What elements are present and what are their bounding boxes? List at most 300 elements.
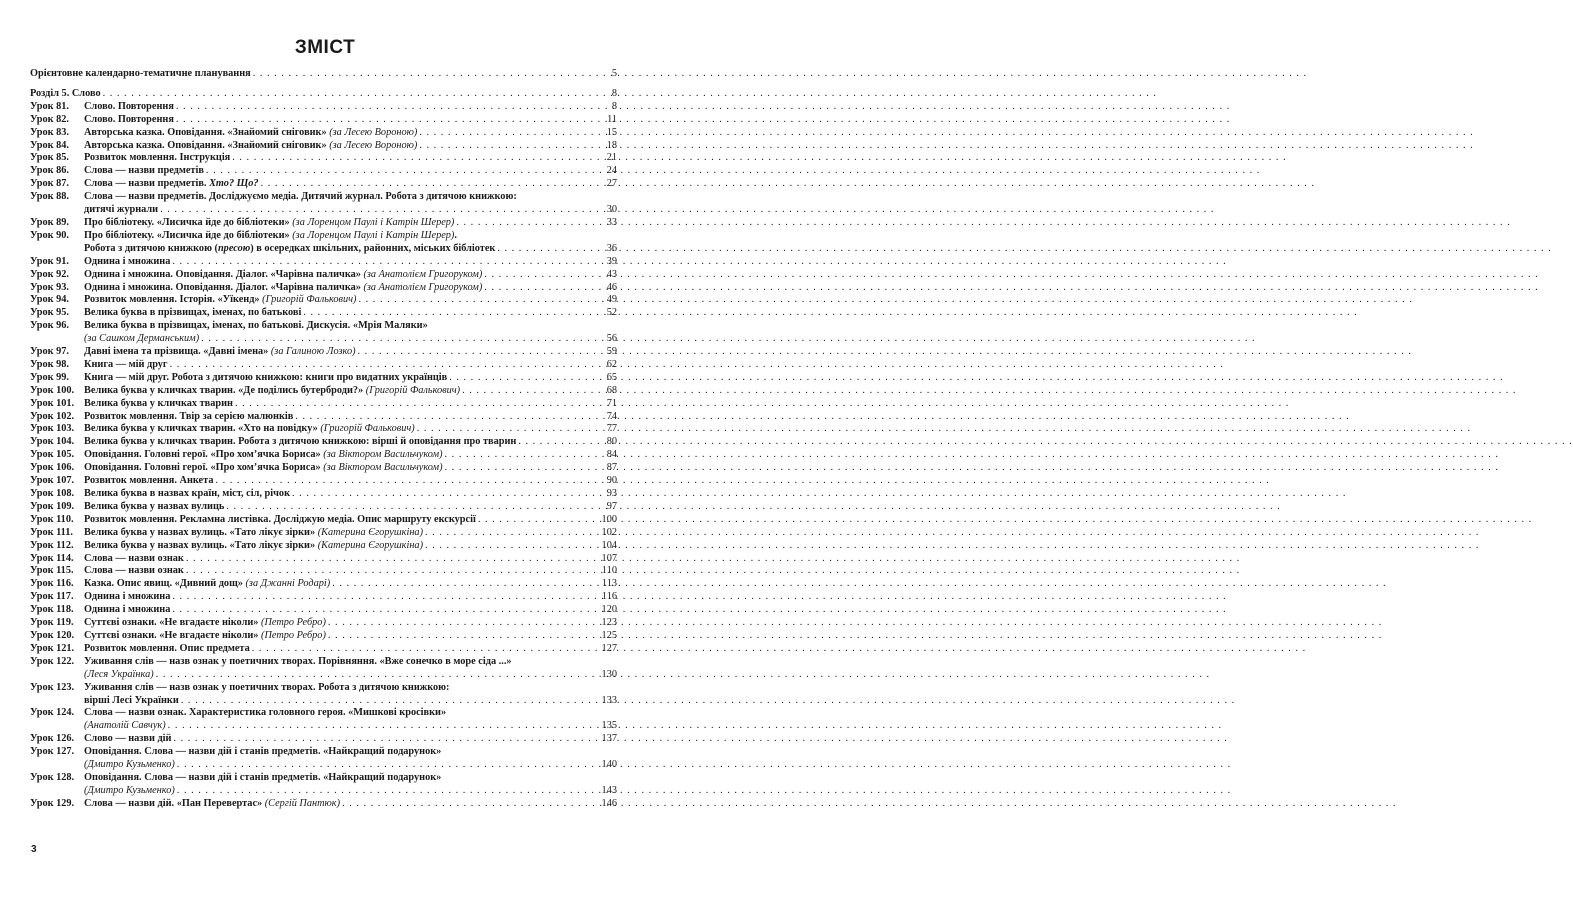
dot-leader <box>425 540 600 553</box>
title-text: Слова — назви ознак <box>84 565 184 577</box>
lesson-label: Урок 98. <box>30 358 69 370</box>
lesson-label: Урок 120. <box>30 629 75 641</box>
dot-leader <box>160 204 601 217</box>
author-text: (Дмитро Кузьменко) <box>84 759 175 771</box>
title-text: Однина і множина. Оповідання. Діалог. «Чарівна паличка» <box>84 281 364 293</box>
dot-leader <box>359 294 602 307</box>
toc-line <box>30 462 617 475</box>
page-number: 3 <box>31 844 37 855</box>
page-reference: 123 <box>601 617 617 629</box>
toc-entry <box>30 527 617 540</box>
dot-leader <box>252 643 600 656</box>
page-reference: 140 <box>601 759 617 771</box>
title-text: Велика буква у кличках тварин. «Хто на повідку» <box>84 423 321 435</box>
lesson-label: Урок 117. <box>30 591 74 603</box>
page-reference: 143 <box>601 784 617 796</box>
toc-entry <box>30 462 617 475</box>
dot-leader <box>176 101 601 114</box>
toc-entry <box>30 798 617 811</box>
lesson-title <box>84 669 154 682</box>
author-text: (Григорій Фалькович) <box>365 384 461 396</box>
lesson-title <box>84 501 224 514</box>
toc-entry <box>30 501 617 514</box>
toc-line <box>30 436 617 449</box>
lesson-title <box>84 269 482 282</box>
dot-leader <box>358 346 601 359</box>
author-text: (за Джанні Родарі) <box>245 578 331 590</box>
page-reference: 74 <box>606 410 617 422</box>
title-text: дитячі журнали <box>84 204 159 216</box>
lesson-title <box>84 449 443 462</box>
lesson-label: Урок 84. <box>30 139 69 151</box>
dot-leader <box>295 411 601 424</box>
page-reference: 21 <box>606 152 617 164</box>
toc-line <box>30 411 617 424</box>
toc-entry <box>30 643 617 656</box>
toc-line <box>30 733 617 746</box>
toc-entry <box>30 746 617 772</box>
lesson-label: Урок 102. <box>30 410 75 422</box>
lesson-title <box>84 217 454 230</box>
lesson-title <box>84 682 449 695</box>
title-text: Велика буква у кличках тварин. Робота з дитячою книжкою: вірші й оповідання про тварин <box>84 436 517 448</box>
author-text: (за Анатолієм Григоруком) <box>363 268 483 280</box>
toc-line <box>30 68 617 81</box>
table-of-contents <box>30 68 617 811</box>
lesson-title <box>84 785 175 798</box>
author-text: (Катерина Єгорушкіна) <box>317 539 424 551</box>
toc-line <box>30 695 617 708</box>
toc-line <box>30 772 617 785</box>
toc-line <box>30 269 617 282</box>
toc-line <box>30 565 617 578</box>
lesson-label: Урок 116. <box>30 578 74 590</box>
title-text: Оповідання. Слова — назви дій і станів предметів. «Найкращий подарунок» <box>84 746 442 758</box>
dot-leader <box>417 423 601 436</box>
toc-entry <box>30 256 617 269</box>
title-text: Робота з дитячою книжкою ( <box>84 242 218 254</box>
lesson-label: Урок 101. <box>30 397 75 409</box>
lesson-title <box>84 475 213 488</box>
lesson-title <box>84 436 516 449</box>
dot-leader <box>456 217 601 230</box>
page-reference: 11 <box>607 113 617 125</box>
toc-entry <box>30 114 617 127</box>
toc-entry <box>30 707 617 733</box>
toc-entry <box>30 294 617 307</box>
dot-leader <box>103 88 601 101</box>
page-reference: 18 <box>606 139 617 151</box>
toc-entry <box>30 191 617 217</box>
toc-line <box>30 230 617 243</box>
lesson-title <box>84 707 446 720</box>
lesson-label: Урок 121. <box>30 642 75 654</box>
toc-line <box>30 746 617 759</box>
page-reference: 43 <box>606 268 617 280</box>
author-text: (Сергій Пантюк) <box>264 797 341 809</box>
toc-line <box>30 152 617 165</box>
page-reference: 146 <box>601 797 617 809</box>
author-text: (за Віктором Васильчуком) <box>323 462 443 474</box>
title-text: Розвиток мовлення. Анкета <box>84 475 214 487</box>
lesson-label: Урок 119. <box>30 617 74 629</box>
toc-line <box>30 114 617 127</box>
toc-line <box>30 449 617 462</box>
title-text: Розвиток мовлення. Твір за серією малюнків <box>84 410 294 422</box>
toc-entry <box>30 733 617 746</box>
title-text: Велика буква у назвах вулиць. «Тато лікує зірки» <box>84 539 318 551</box>
title-text: вірші Лесі Українки <box>84 694 179 706</box>
page-reference: 36 <box>606 242 617 254</box>
lesson-label: Урок 81. <box>30 100 69 112</box>
lesson-title <box>84 527 423 540</box>
title-text: Оповідання. Головні герої. «Про хом’ячка Бориса» <box>84 449 324 461</box>
title-text: Про бібліотеку. «Лисичка йде до бібліотеки» <box>84 229 293 241</box>
dot-leader <box>181 695 600 708</box>
page-reference: 84 <box>606 449 617 461</box>
lesson-title <box>84 656 512 669</box>
page-reference: 137 <box>601 733 617 745</box>
title-text: Давні імена та прізвища. «Давні імена» <box>84 346 271 358</box>
dot-leader <box>445 462 601 475</box>
toc-line <box>30 359 617 372</box>
lesson-title <box>84 759 175 772</box>
title-text: Уживання слів — назв ознак у поетичних творах. Робота з дитячою книжкою: <box>84 681 450 693</box>
lesson-title <box>84 165 204 178</box>
dot-leader <box>186 565 600 578</box>
title-text: Казка. Опис явищ. «Дивний дощ» <box>84 578 246 590</box>
toc-entry <box>30 152 617 165</box>
page-reference: 5 <box>611 68 617 79</box>
page-reference: 24 <box>606 165 617 177</box>
title-text: Слова — назви ознак. Характеристика головного героя. «Мишкові кросівки» <box>84 707 447 719</box>
lesson-label: Урок 123. <box>30 681 75 693</box>
lesson-label: Урок 92. <box>30 268 69 280</box>
title-text: Розділ 5. Слово <box>30 87 101 99</box>
author-text: (Леся Українка) <box>84 668 154 680</box>
author-text: (Григорій Фалькович) <box>320 423 415 435</box>
page-reference: 116 <box>601 591 617 603</box>
lesson-label: Урок 118. <box>30 604 74 616</box>
title-text: Велика буква в прізвищах, іменах, по батькові. Дискусія. «Мрія Маляки» <box>84 320 428 332</box>
title-text: Слово. Повторення <box>84 113 174 125</box>
title-text: Велика буква у кличках тварин. «Де поділись бутерброди?» <box>84 384 366 396</box>
lesson-title <box>84 591 170 604</box>
title-text: Слово — назви дій <box>84 733 172 745</box>
page-reference: 133 <box>601 694 617 706</box>
title-text: Велика буква в назвах країн, міст, сіл, річок <box>84 488 291 499</box>
toc-entry <box>30 320 617 346</box>
toc-entry <box>30 269 617 282</box>
toc-line <box>30 527 617 540</box>
toc-line <box>30 604 617 617</box>
toc-line <box>30 294 617 307</box>
lesson-title <box>84 307 301 320</box>
author-text: (Анатолій Савчук) <box>84 720 166 732</box>
dot-leader <box>261 178 601 191</box>
toc-entry <box>30 682 617 708</box>
page-reference: 27 <box>606 178 617 190</box>
page-reference: 15 <box>606 126 617 138</box>
toc-entry <box>30 449 617 462</box>
page-reference: 135 <box>601 720 617 732</box>
title-text: Оповідання. Головні герої. «Про хом’ячка Бориса» <box>84 462 324 474</box>
dot-leader <box>328 630 600 643</box>
toc-entry <box>30 359 617 372</box>
title-text: . <box>454 229 457 241</box>
dot-leader <box>215 475 601 488</box>
lesson-title <box>84 191 517 204</box>
toc-line <box>30 475 617 488</box>
title-text: Велика буква у назвах вулиць <box>84 500 225 512</box>
lesson-label: Урок 107. <box>30 475 75 487</box>
lesson-title <box>84 798 340 811</box>
page-reference: 120 <box>601 604 617 616</box>
toc-line <box>30 798 617 811</box>
dot-leader <box>419 127 601 140</box>
lesson-title <box>84 101 174 114</box>
lesson-label: Урок 111. <box>30 526 73 538</box>
lesson-title <box>84 772 441 785</box>
author-text: (за Сашком Дерманським) <box>84 333 200 345</box>
dot-leader <box>177 785 600 798</box>
lesson-title <box>84 462 443 475</box>
lesson-label: Урок 97. <box>30 346 69 358</box>
author-text: (за Лесею Вороною) <box>329 139 418 151</box>
toc-entry <box>30 411 617 424</box>
title-text: Суттєві ознаки. «Не вгадаєте ніколи» <box>84 629 262 641</box>
lesson-label: Урок 129. <box>30 797 75 809</box>
lesson-label: Урок 91. <box>30 255 69 267</box>
lesson-label: Урок 106. <box>30 462 75 474</box>
author-text: (за Лоренцом Паулі і Катрін Шерер) <box>292 229 455 241</box>
toc-line <box>30 514 617 527</box>
toc-entry <box>30 140 617 153</box>
page-reference: 107 <box>601 552 617 564</box>
toc-entry <box>30 398 617 411</box>
toc-entry <box>30 772 617 798</box>
toc-entry <box>30 617 617 630</box>
toc-entry <box>30 385 617 398</box>
dot-leader <box>497 243 601 256</box>
toc-line <box>30 398 617 411</box>
lesson-label: Урок 100. <box>30 384 75 396</box>
author-text: (Григорій Фалькович) <box>262 294 357 306</box>
toc-line <box>30 707 617 720</box>
dot-leader <box>445 449 601 462</box>
toc-entry <box>30 165 617 178</box>
toc-entry <box>30 475 617 488</box>
page-title: ЗМІСТ <box>294 37 356 58</box>
page-reference: 80 <box>606 436 617 448</box>
lesson-label: Урок 85. <box>30 152 69 164</box>
page-reference: 30 <box>606 204 617 216</box>
dot-leader <box>172 256 601 269</box>
toc-entry <box>30 101 617 114</box>
toc-entry <box>30 346 617 359</box>
lesson-label: Урок 114. <box>30 552 74 564</box>
lesson-title <box>84 695 179 708</box>
page-reference: 97 <box>606 500 617 512</box>
toc-line <box>30 346 617 359</box>
toc-line <box>30 256 617 269</box>
lesson-title <box>84 540 423 553</box>
lesson-label: Урок 112. <box>30 539 74 551</box>
toc-entry <box>30 514 617 527</box>
dot-leader <box>177 759 600 772</box>
lesson-label: Урок 103. <box>30 423 75 435</box>
author-text: (за Лесею Вороною) <box>329 126 418 138</box>
lesson-label: Урок 128. <box>30 771 75 783</box>
title-text: Авторська казка. Оповідання. «Знайомий сніговик» <box>84 126 330 138</box>
page-reference: 52 <box>606 307 617 319</box>
lesson-title <box>30 88 101 101</box>
toc-line <box>30 307 617 320</box>
lesson-title <box>84 733 171 746</box>
dot-leader <box>172 604 599 617</box>
lesson-title <box>84 553 184 566</box>
author-text: (Петро Ребро) <box>261 629 326 641</box>
dot-leader <box>449 372 601 385</box>
toc-line <box>30 617 617 630</box>
page-reference: 71 <box>606 397 617 409</box>
toc-line <box>30 540 617 553</box>
toc-entry <box>30 88 617 101</box>
page-reference: 100 <box>601 513 617 525</box>
dot-leader <box>484 269 601 282</box>
title-text: Слова — назви предметів. Досліджуємо медіа. Дитячий журнал. Робота з дитячою книжкою: <box>84 191 517 203</box>
author-text: (за Анатолієм Григоруком) <box>363 281 483 293</box>
title-text: Слова — назви предметів. <box>84 178 210 190</box>
page-reference: 127 <box>601 642 617 654</box>
page-reference: 46 <box>606 281 617 293</box>
dot-leader <box>172 591 600 604</box>
lesson-title <box>84 617 326 630</box>
lesson-label: Урок 99. <box>30 371 69 383</box>
dot-leader <box>186 553 600 566</box>
lesson-title <box>84 140 417 153</box>
dot-leader <box>170 359 601 372</box>
author-text: (Дмитро Кузьменко) <box>84 784 175 796</box>
toc-line <box>30 178 617 191</box>
toc-entry <box>30 372 617 385</box>
toc-line <box>30 501 617 514</box>
toc-entry <box>30 230 617 256</box>
lesson-label: Урок 122. <box>30 655 75 667</box>
toc-line <box>30 759 617 772</box>
title-text: Велика буква у назвах вулиць. «Тато лікує зірки» <box>84 526 318 538</box>
page-reference: 104 <box>601 539 617 551</box>
page-reference: 62 <box>606 358 617 370</box>
dot-leader <box>518 436 601 449</box>
lesson-label: Урок 96. <box>30 320 69 332</box>
toc-line <box>30 140 617 153</box>
lesson-title <box>84 565 184 578</box>
lesson-title <box>84 372 447 385</box>
lesson-label: Урок 94. <box>30 294 69 306</box>
lesson-label: Урок 95. <box>30 307 69 319</box>
author-text: (за Галиною Лозко) <box>270 346 356 358</box>
lesson-label: Урок 83. <box>30 126 69 138</box>
dot-leader <box>328 617 600 630</box>
page-reference: 65 <box>606 371 617 383</box>
dot-leader <box>419 140 601 153</box>
toc-line <box>30 165 617 178</box>
author-text: (Катерина Єгорушкіна) <box>317 526 424 538</box>
lesson-label: Урок 104. <box>30 436 75 448</box>
lesson-title <box>84 282 482 295</box>
dot-leader <box>235 398 601 411</box>
toc-entry <box>30 217 617 230</box>
dot-leader <box>168 720 600 733</box>
lesson-label: Урок 127. <box>30 746 75 758</box>
lesson-title <box>84 230 457 243</box>
dot-leader <box>342 798 599 811</box>
page-reference: 56 <box>606 333 617 345</box>
toc-entry <box>30 178 617 191</box>
toc-entry <box>30 282 617 295</box>
page-reference: 49 <box>606 294 617 306</box>
lesson-title <box>84 578 330 591</box>
lesson-title <box>84 294 357 307</box>
toc-entry <box>30 591 617 604</box>
lesson-label: Урок 86. <box>30 165 69 177</box>
lesson-label: Урок 88. <box>30 191 69 203</box>
toc-line <box>30 488 617 501</box>
toc-entry <box>30 436 617 449</box>
title-text: Велика буква у кличках тварин <box>84 397 233 409</box>
author-text: пресою <box>217 242 251 254</box>
lesson-label: Урок 109. <box>30 500 75 512</box>
title-text: Про бібліотеку. «Лисичка йде до бібліотеки» <box>84 216 293 228</box>
page-reference: 39 <box>606 255 617 267</box>
title-text: Однина і множина <box>84 255 171 267</box>
title-text: Слова — назви дій. «Пан Перевертас» <box>84 797 265 809</box>
toc-line <box>30 720 617 733</box>
lesson-title <box>84 411 293 424</box>
toc-entry <box>30 656 617 682</box>
dot-leader <box>232 152 601 165</box>
lesson-label: Урок 110. <box>30 513 74 525</box>
dot-leader <box>478 514 600 527</box>
lesson-label: Урок 124. <box>30 707 75 719</box>
title-text: Авторська казка. Оповідання. «Знайомий сніговик» <box>84 139 330 151</box>
toc-line <box>30 578 617 591</box>
page-reference: 33 <box>606 216 617 228</box>
toc-entry <box>30 488 617 501</box>
page-reference: 93 <box>606 488 617 499</box>
toc-entry <box>30 578 617 591</box>
title-text: Розвиток мовлення. Рекламна листівка. Досліджую медіа. Опис маршруту екскурсії <box>84 513 476 525</box>
lesson-label: Урок 89. <box>30 216 69 228</box>
lesson-title <box>84 746 441 759</box>
author-text: (за Лоренцом Паулі і Катрін Шерер) <box>292 216 455 228</box>
toc-line <box>30 320 617 333</box>
page-reference: 8 <box>611 87 617 99</box>
toc-line <box>30 333 617 346</box>
lesson-label: Урок 87. <box>30 178 69 190</box>
toc-line <box>30 591 617 604</box>
lesson-title <box>84 204 158 217</box>
page-reference: 8 <box>611 100 617 112</box>
page-reference: 59 <box>606 346 617 358</box>
toc-line <box>30 88 617 101</box>
dot-leader <box>206 165 601 178</box>
page-reference: 102 <box>601 526 617 538</box>
title-text: Слова — назви предметів <box>84 165 204 177</box>
toc-entry <box>30 553 617 566</box>
title-text: Розвиток мовлення. Історія. «Уїкенд» <box>84 294 263 306</box>
